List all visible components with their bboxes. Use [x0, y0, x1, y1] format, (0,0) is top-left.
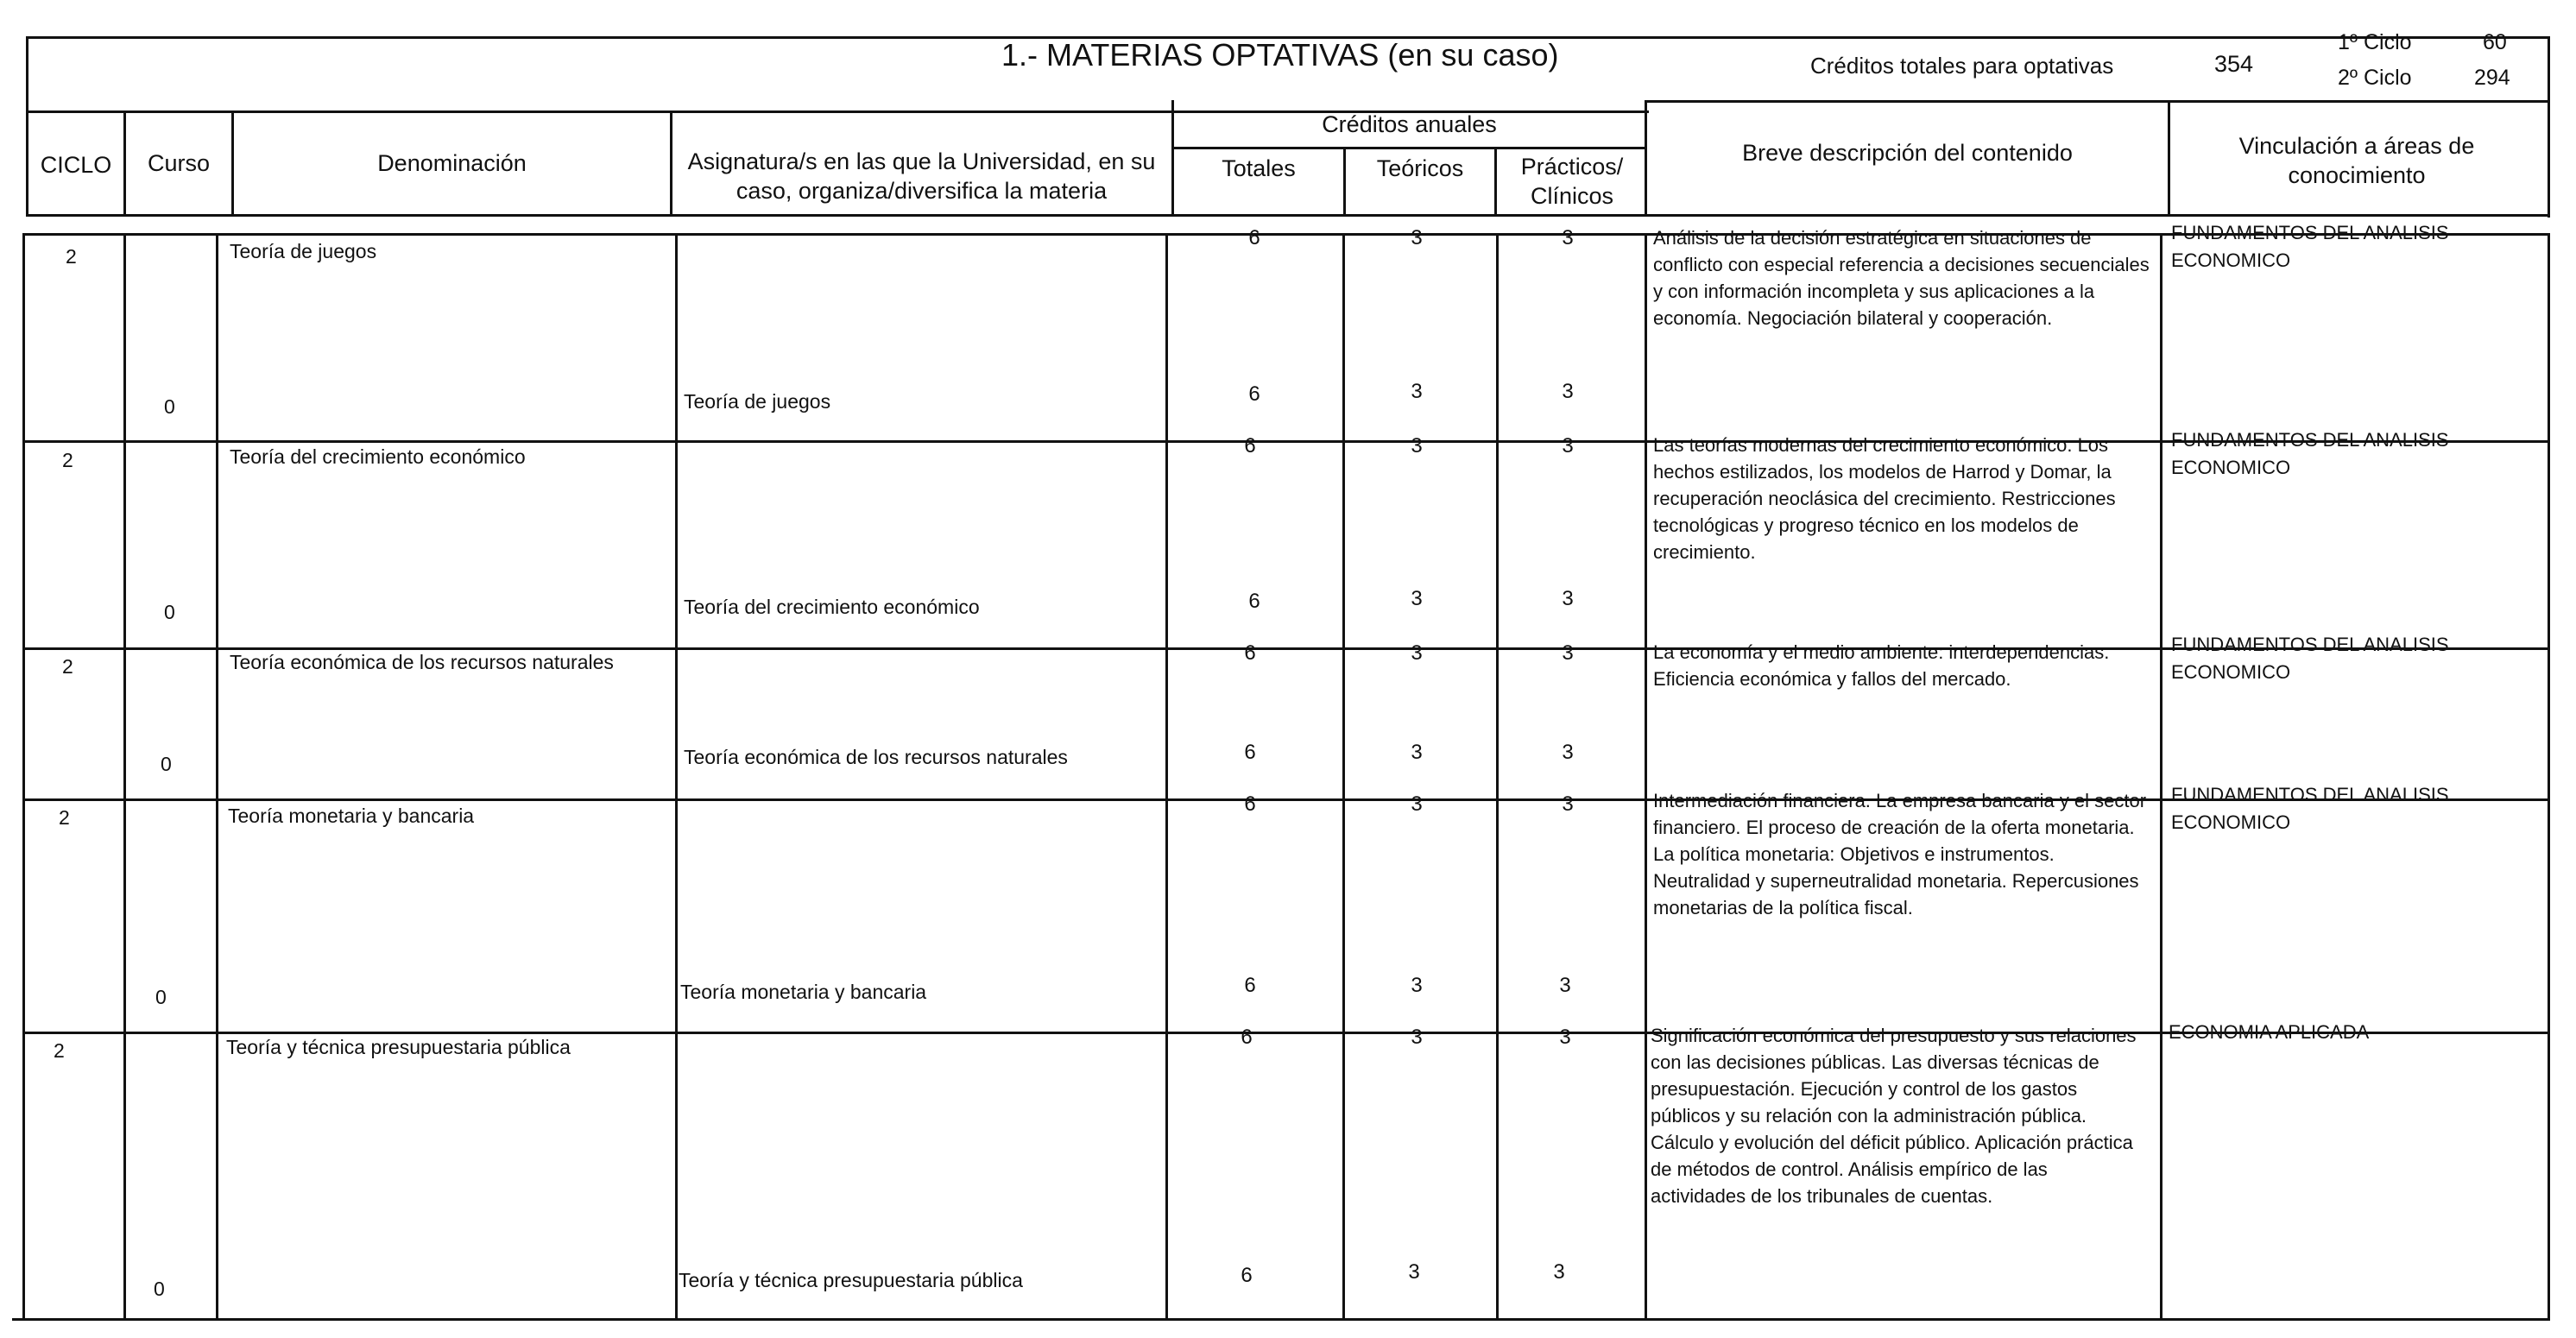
row-area: ECONOMIA APLICADA: [2169, 1021, 2370, 1043]
sub-asignatura: Teoría del crecimiento económico: [684, 596, 980, 618]
sub-teoricos: 3: [1408, 1260, 1420, 1284]
row-teoricos: 3: [1411, 641, 1423, 665]
row-area: FUNDAMENTOS DEL ANALISIS ECONOMICO: [2171, 222, 2449, 271]
sub-curso: 0: [164, 601, 175, 623]
sub-totales: 6: [1248, 382, 1260, 406]
row-practicos: 3: [1562, 792, 1574, 816]
row-teoricos: 3: [1411, 792, 1423, 816]
row-ciclo: 2: [54, 1039, 65, 1062]
row-teoricos: 3: [1411, 1026, 1423, 1049]
row-denominacion: Teoría económica de los recursos naturales: [230, 651, 614, 673]
row-totales: 6: [1244, 434, 1256, 458]
col-denominacion: Denominación: [377, 150, 527, 176]
row-area: FUNDAMENTOS DEL ANALISIS ECONOMICO: [2171, 784, 2449, 833]
total-credits-label: Créditos totales para optativas: [1810, 53, 2114, 79]
row-denominacion: Teoría del crecimiento económico: [230, 445, 526, 468]
sub-totales: 6: [1248, 590, 1260, 613]
row-area: FUNDAMENTOS DEL ANALISIS ECONOMICO: [2171, 634, 2449, 683]
sub-teoricos: 3: [1411, 380, 1423, 403]
row-totales: 6: [1244, 792, 1256, 816]
row-practicos: 3: [1562, 226, 1574, 249]
sub-curso: 0: [161, 753, 172, 775]
row-practicos: 3: [1562, 641, 1574, 665]
row-teoricos: 3: [1411, 434, 1423, 458]
sub-asignatura: Teoría y técnica presupuestaria pública: [679, 1269, 1023, 1291]
col-creditos-anuales: Créditos anuales: [1322, 111, 1497, 137]
row-ciclo: 2: [62, 449, 73, 471]
sub-asignatura: Teoría monetaria y bancaria: [680, 981, 927, 1003]
sub-curso: 0: [164, 395, 175, 418]
sub-practicos: 3: [1562, 380, 1574, 403]
sub-teoricos: 3: [1411, 587, 1423, 610]
row-practicos: 3: [1559, 1026, 1571, 1049]
row-denominacion: Teoría de juegos: [230, 240, 377, 262]
cycle1-value: 60: [2483, 30, 2507, 54]
sub-totales: 6: [1241, 1264, 1253, 1287]
row-totales: 6: [1248, 226, 1260, 249]
sub-totales: 6: [1244, 741, 1256, 764]
row-descripcion: Análisis de la decisión estratégica en situaciones de conflicto con especial referencia a decisiones secuenciales y con información incompleta y sus aplicaciones a la economía. Negociación bilateral y cooperación.: [1653, 227, 2150, 329]
cycle2-label: 2º Ciclo: [2338, 66, 2412, 90]
sub-practicos: 3: [1562, 587, 1574, 610]
sub-asignatura: Teoría económica de los recursos naturales: [684, 746, 1068, 768]
sub-curso: 0: [154, 1278, 165, 1300]
row-ciclo: 2: [66, 245, 77, 268]
sub-totales: 6: [1244, 974, 1256, 997]
row-denominacion: Teoría monetaria y bancaria: [228, 805, 475, 827]
row-descripcion: Intermediación financiera. La empresa bancaria y el sector financiero. El proceso de creación de la oferta monetaria. La política monetaria: Objetivos e instrumentos. Neutralidad y superneutralidad monetaria. Repercusiones monetarias de la política fiscal.: [1653, 790, 2147, 918]
row-ciclo: 2: [62, 655, 73, 678]
col-asignatura: Asignatura/s en las que la Universidad, en su caso, organiza/diversifica la materia: [687, 148, 1156, 204]
row-descripcion: Las teorías modernas del crecimiento económico. Los hechos estilizados, los modelos de Harrod y Domar, la recuperación neoclásica del crecimiento. Restricciones tecnológicas y progreso técnico en los modelos de crecimiento.: [1653, 434, 2116, 563]
col-vinculacion: Vinculación a áreas de conocimiento: [2238, 133, 2475, 188]
page-title: 1.- MATERIAS OPTATIVAS (en su caso): [1001, 37, 1559, 73]
col-practicos: Prácticos/ Clínicos: [1520, 154, 1624, 209]
col-curso: Curso: [147, 150, 211, 176]
row-descripcion: Significación económica del presupuesto y sus relaciones con las decisiones públicas. Las diversas técnicas de presupuestación. Ejecución y control de los gastos públicos y su relación con la administración pública. Cálculo y evolución del déficit público. Aplicación práctica de métodos de control. Análisis empírico de las actividades de los tribunales de cuentas.: [1651, 1025, 2137, 1207]
col-totales: Totales: [1222, 155, 1296, 181]
col-teoricos: Teóricos: [1376, 155, 1464, 181]
sub-practicos: 3: [1553, 1260, 1565, 1284]
row-descripcion: La economía y el medio ambiente: interdependencias. Eficiencia económica y fallos del mercado.: [1653, 641, 2110, 690]
row-teoricos: 3: [1411, 226, 1423, 249]
total-credits-value: 354: [2214, 51, 2254, 77]
row-denominacion: Teoría y técnica presupuestaria pública: [226, 1036, 571, 1058]
sub-practicos: 3: [1562, 741, 1574, 764]
cycle1-label: 1º Ciclo: [2338, 30, 2412, 54]
row-practicos: 3: [1562, 434, 1574, 458]
row-totales: 6: [1244, 641, 1256, 665]
sub-teoricos: 3: [1411, 974, 1423, 997]
cycle2-value: 294: [2474, 66, 2510, 90]
row-area: FUNDAMENTOS DEL ANALISIS ECONOMICO: [2171, 429, 2449, 478]
sub-asignatura: Teoría de juegos: [684, 390, 831, 413]
sub-curso: 0: [155, 986, 167, 1008]
sub-practicos: 3: [1559, 974, 1571, 997]
row-ciclo: 2: [59, 806, 70, 829]
sub-teoricos: 3: [1411, 741, 1423, 764]
col-descripcion: Breve descripción del contenido: [1742, 140, 2073, 166]
row-totales: 6: [1241, 1026, 1253, 1049]
col-ciclo: CICLO: [40, 152, 112, 178]
